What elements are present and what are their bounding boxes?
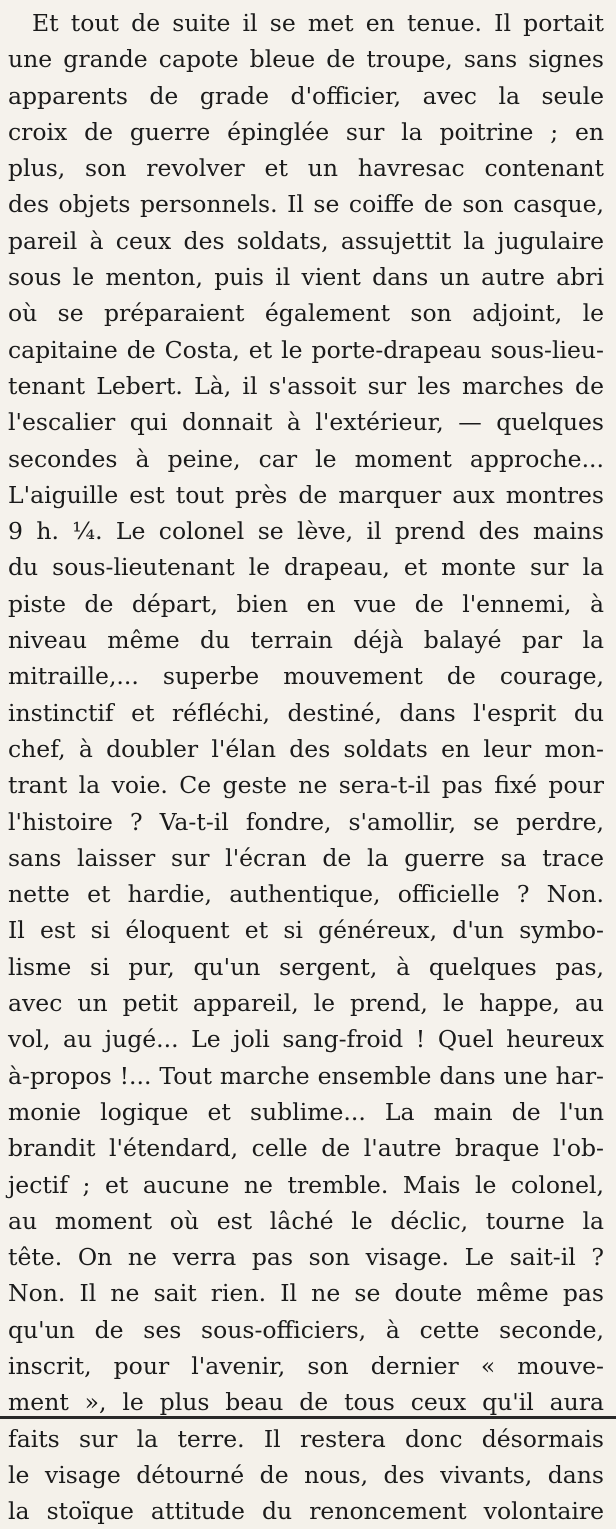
text-line: mitraille,... superbe mouvement de courage, — [8, 662, 604, 691]
text-line: Il est si éloquent et si généreux, d'un symbo- — [8, 916, 604, 945]
text-line: des objets personnels. Il se coiffe de son casque, — [8, 190, 604, 219]
text-line: sans laisser sur l'écran de la guerre sa trace — [8, 843, 604, 872]
text-line: plus, son revolver et un havresac contenant — [8, 154, 604, 183]
text-line: secondes à peine, car le moment approche... — [8, 444, 604, 473]
text-line: apparents de grade d'officier, avec la seule — [8, 81, 604, 110]
text-line: niveau même du terrain déjà balayé par la — [8, 626, 604, 655]
text-line: Et tout de suite il se met en tenue. Il portait — [32, 9, 604, 37]
text-line: chef, à doubler l'élan des soldats en leur mon- — [8, 734, 604, 763]
text-line: vol, au jugé... Le joli sang-froid ! Quel heureux — [8, 1025, 604, 1054]
text-line: piste de départ, bien en vue de l'ennemi, à — [8, 589, 604, 618]
text-line: tenant Lebert. Là, il s'assoit sur les marches de — [8, 371, 604, 400]
text-line: ment », le plus beau de tous ceux qu'il aura — [8, 1388, 604, 1417]
text-line: jectif ; et aucune ne tremble. Mais le colonel, — [8, 1170, 604, 1199]
text-line: une grande capote bleue de troupe, sans signes — [8, 45, 604, 74]
text-line: à-propos !... Tout marche ensemble dans une har- — [8, 1061, 604, 1090]
text-line: avec un petit appareil, le prend, le happe, au — [8, 989, 604, 1018]
text-line: Non. Il ne sait rien. Il ne se doute même pas — [8, 1279, 604, 1308]
text-line: qu'un de ses sous-officiers, à cette seconde, — [8, 1315, 604, 1344]
text-line: l'escalier qui donnait à l'extérieur, — quelques — [8, 408, 604, 437]
text-line: du sous-lieutenant le drapeau, et monte sur la — [8, 553, 604, 582]
text-line: lisme si pur, qu'un sergent, à quelques pas, — [8, 952, 604, 981]
text-line: nette et hardie, authentique, officielle ? Non. — [8, 880, 604, 909]
text-line: L'aiguille est tout près de marquer aux montres — [8, 480, 604, 509]
text-line: faits sur la terre. Il restera donc désormais — [8, 1424, 604, 1453]
text-line: l'histoire ? Va-t-il fondre, s'amollir, se perdre, — [8, 807, 604, 836]
text-line: capitaine de Costa, et le porte-drapeau sous-lieu- — [8, 335, 604, 364]
text-line: trant la voie. Ce geste ne sera-t-il pas fixé pour — [8, 771, 604, 800]
text-line: 9 h. ¼. Le colonel se lève, il prend des mains — [8, 517, 604, 546]
text-line: instinctif et réfléchi, destiné, dans l'esprit du — [8, 698, 604, 727]
text-line: pareil à ceux des soldats, assujettit la jugulaire — [8, 226, 604, 255]
text-line: brandit l'étendard, celle de l'autre braque l'ob- — [8, 1134, 604, 1163]
text-line: croix de guerre épinglée sur la poitrine ; en — [8, 117, 604, 146]
body-paragraph — [8, 0, 604, 1529]
text-line: sous le menton, puis il vient dans un autre abri — [8, 263, 604, 292]
text-line: le visage détourné de nous, des vivants, dans — [8, 1460, 604, 1489]
page-bottom-edge — [0, 1416, 616, 1419]
text-line: monie logique et sublime... La main de l'un — [8, 1097, 604, 1126]
text-line: tête. On ne verra pas son visage. Le sait-il ? — [8, 1243, 604, 1272]
text-line: inscrit, pour l'avenir, son dernier « mouve- — [8, 1351, 604, 1380]
text-line: la stoïque attitude du renoncement volontaire — [8, 1497, 604, 1526]
text-line: où se préparaient également son adjoint, le — [8, 299, 604, 328]
text-line: au moment où est lâché le déclic, tourne la — [8, 1206, 604, 1235]
